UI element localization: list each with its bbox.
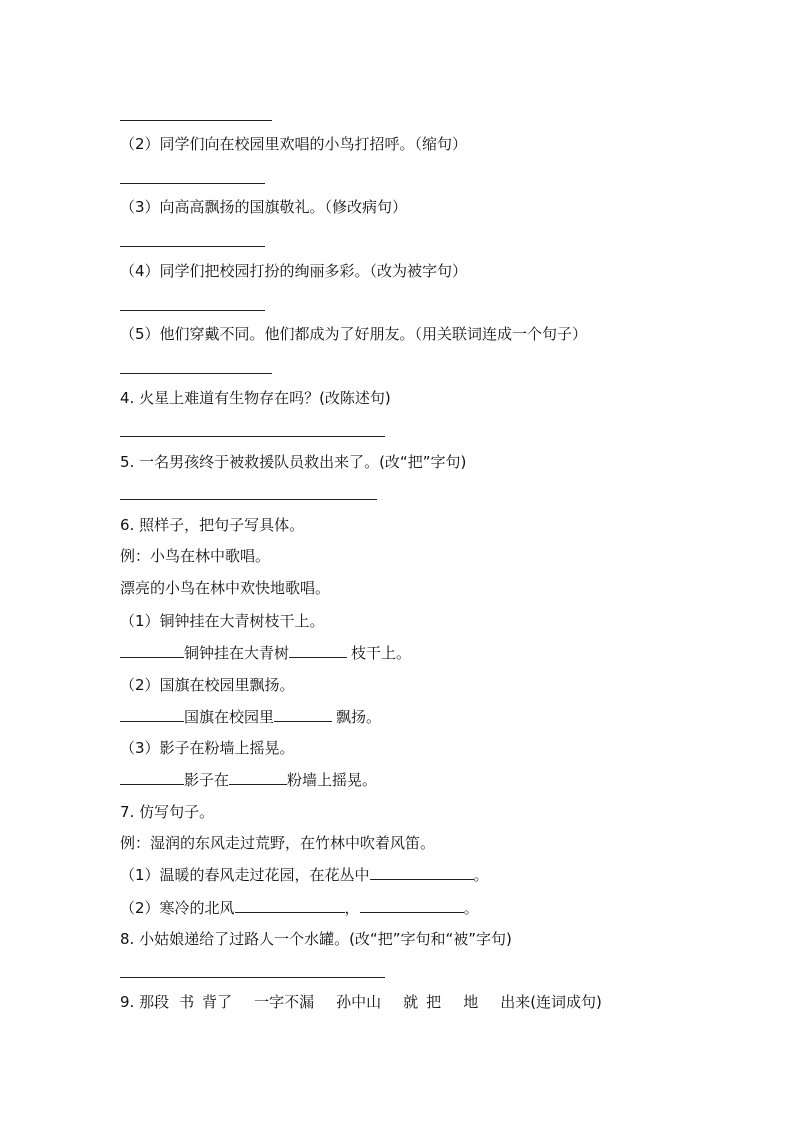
question-6-title: 6. 照样子，把句子写具体。	[120, 516, 305, 534]
question-7-item-1: （1）温暖的春风走过花园，在花丛中 。	[120, 866, 489, 884]
q3-item-2: （2）同学们向在校园里欢唱的小鸟打招呼。（缩句）	[120, 135, 468, 153]
question-9: 9. 那段 书 背了 一字不漏 孙中山 就 把 地 出来(连词成句)	[120, 993, 602, 1011]
blank	[274, 707, 332, 722]
blank	[120, 770, 184, 785]
question-6-item-1-fill: 铜钟挂在大青树 枝干上。	[120, 643, 411, 663]
blank	[120, 707, 184, 722]
question-6-example-answer: 漂亮的小鸟在林中欢快地歌唱。	[120, 579, 331, 597]
question-6-item-2-fill: 国旗在校园里 飘扬。	[120, 707, 381, 727]
blank	[229, 770, 287, 785]
answer-line	[120, 373, 272, 374]
answer-line	[120, 246, 265, 247]
answer-line	[120, 436, 385, 437]
question-6-item-1: （1）铜钟挂在大青树枝干上。	[120, 612, 325, 630]
blank	[289, 643, 347, 658]
question-6-example: 例：小鸟在林中歌唱。	[120, 547, 271, 565]
q3-item-4: （4）同学们把校园打扮的绚丽多彩。（改为被字句）	[120, 262, 468, 280]
blank	[360, 898, 464, 913]
answer-line	[120, 499, 377, 500]
blank	[370, 865, 474, 880]
question-4: 4. 火星上难道有生物存在吗？(改陈述句)	[120, 389, 391, 407]
answer-line	[120, 183, 265, 184]
answer-line	[120, 120, 272, 121]
question-6-item-3: （3）影子在粉墙上摇晃。	[120, 739, 295, 757]
q3-item-3: （3）向高高飘扬的国旗敬礼。（修改病句）	[120, 198, 408, 216]
question-7-title: 7. 仿写句子。	[120, 803, 215, 821]
blank	[120, 643, 184, 658]
question-8: 8. 小姑娘递给了过路人一个水罐。(改“把”字句和“被”字句)	[120, 930, 512, 948]
question-6-item-2: （2）国旗在校园里飘扬。	[120, 676, 295, 694]
blank	[235, 898, 345, 913]
answer-line	[120, 977, 385, 978]
q3-item-5: （5）他们穿戴不同。他们都成为了好朋友。（用关联词连成一个句子）	[120, 325, 588, 343]
answer-line	[120, 310, 265, 311]
question-6-item-3-fill: 影子在 粉墙上摇晃。	[120, 770, 377, 790]
question-7-item-2: （2）寒冷的北风 ， 。	[120, 899, 479, 917]
question-7-example: 例：湿润的东风走过荒野，在竹林中吹着风笛。	[120, 834, 436, 852]
question-5: 5. 一名男孩终于被救援队员救出来了。(改“把”字句)	[120, 453, 467, 471]
